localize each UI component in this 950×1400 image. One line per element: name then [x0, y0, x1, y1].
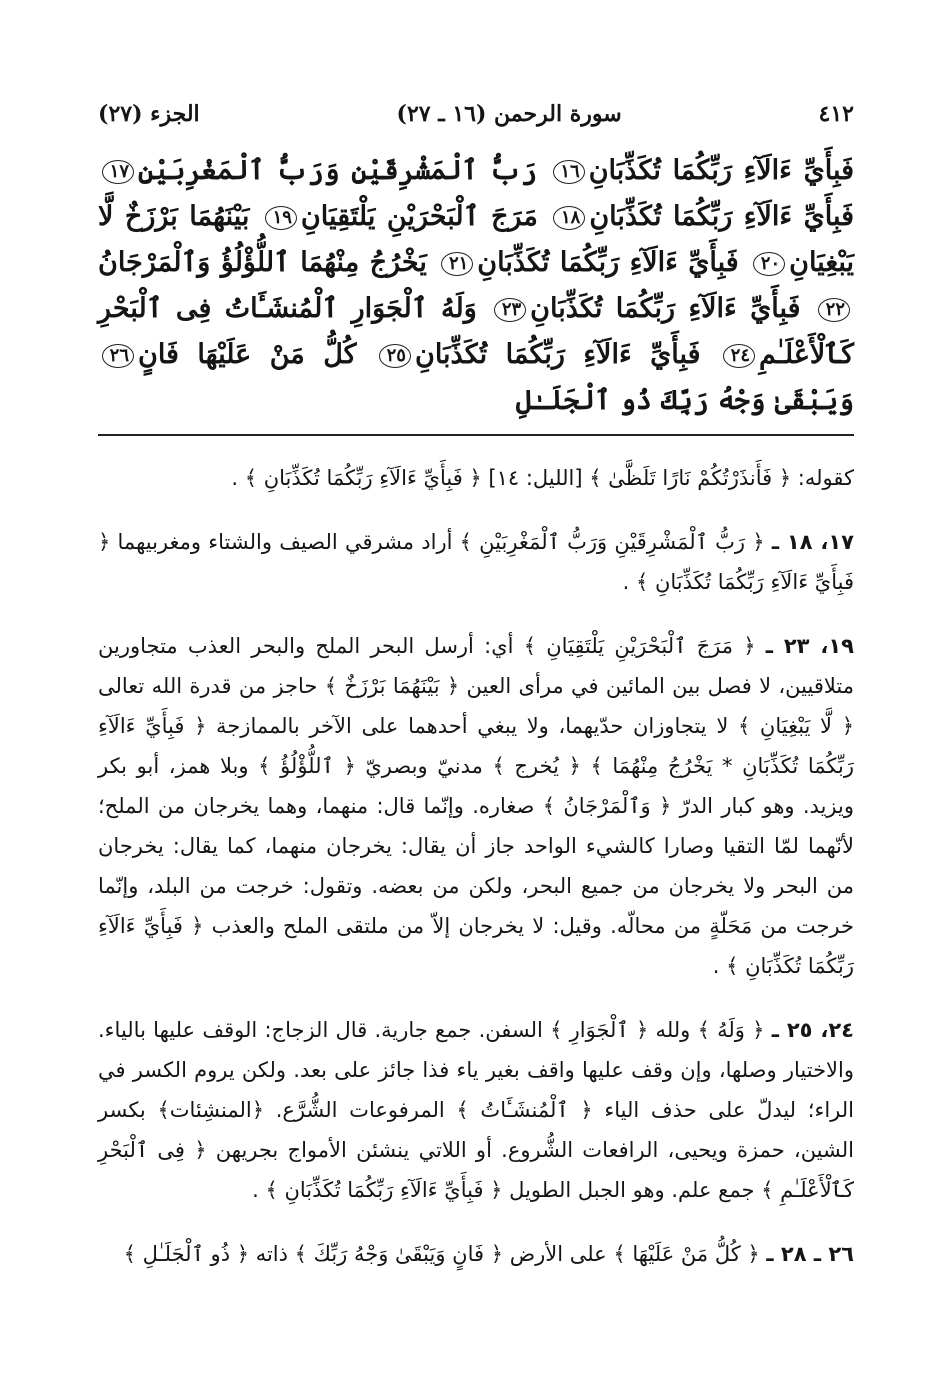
commentary-block — [98, 458, 854, 1274]
commentary-paragraph — [98, 458, 854, 498]
verse-text: يَخْرُجُ مِنْهُمَا ٱللُّؤْلُؤُ وَٱلْمَرْجَانُ — [98, 247, 427, 278]
part-label: الجزء (٢٧) — [98, 101, 200, 127]
commentary-text: ﴿ كُلُّ مَنْ عَلَيْهَا ﴾ على الأرض ﴿ فَانٍ وَيَبْقَىٰ وَجْهُ رَبِّكَ ﴾ ذاته ﴿ ذُو ٱلْجَلَـٰلِ ﴾ — [123, 1242, 760, 1266]
ayah-number-marker: ٢٦ — [102, 344, 134, 368]
surah-title: سورة الرحمن (١٦ ـ ٢٧) — [396, 101, 622, 127]
verse-text: مَرَجَ ٱلْبَحْرَيْنِ يَلْتَقِيَانِ — [300, 201, 538, 232]
ayah-number-marker: ٢١ — [441, 252, 473, 276]
page-header — [98, 94, 854, 134]
commentary-paragraph — [98, 522, 854, 602]
verse-reference: ١٧، ١٨ ـ — [771, 530, 854, 554]
ayah-number-marker: ١٧ — [102, 160, 134, 184]
quran-text-block — [98, 134, 854, 436]
commentary-text: كقوله: ﴿ فَأَنذَرْتُكُمْ نَارًا تَلَظَّىٰ ﴾ [الليل: ١٤] ﴿ فَبِأَيِّ ءَالَآءِ رَبِّكُمَا تُكَذِّبَانِ ﴾ . — [231, 466, 854, 490]
verse-text: كُلُّ مَنْ عَلَيْهَا فَانٍ — [138, 339, 357, 370]
commentary-paragraph — [98, 626, 854, 986]
page-number: ٤١٢ — [818, 101, 854, 127]
verse-reference: ٢٦ ـ ٢٨ ـ — [766, 1242, 854, 1266]
verse-text: رَبُّ ٱلْمَشْرِقَيْنِ وَرَبُّ ٱلْمَغْرِبَيْنِ — [138, 155, 537, 186]
commentary-paragraph — [98, 1234, 854, 1274]
commentary-text: ﴿ مَرَجَ ٱلْبَحْرَيْنِ يَلْتَقِيَانِ ﴾ أي: أرسل البحر الملح والبحر العذب متجاورين متلاقيين، لا فصل بين المائين في مرأى العين ﴿ بَيْنَهُمَا بَرْزَخٌ ﴾ حاجز من قدرة الله تعالى ﴿ لَّا يَبْغِيَانِ ﴾ لا يتجاوزان حدّيهما، ولا يبغي أحدهما على الآخر بالممازجة ﴿ فَبِأَيِّ ءَالَآءِ رَبِّكُمَا تُكَذِّبَانِ * يَخْرُجُ مِنْهُمَا ﴾ ﴿ يُخرج ﴾ مدنيّ وبصريّ ﴿ ٱللُّؤْلُؤُ ﴾ وبلا همز، أبو بكر ويزيد. وهو كبار الدرّ ﴿ وَٱلْمَرْجَانُ ﴾ صغاره. وإنّما قال: منهما، وهما يخرجان من الملح؛ لأنّهما لمّا التقيا وصارا كالشيء الواحد جاز أن يقال: يخرجان منهما، كما يقال: يخرجان من البحر ولا يخرجان من جميع البحر، ولكن من بعضه. وتقول: خرجت من البلد، وإنّما خرجت من مَحَلّةٍ من محالّه. وقيل: لا يخرجان إلاّ من ملتقى الملح والعذب ﴿ فَبِأَيِّ ءَالَآءِ رَبِّكُمَا تُكَذِّبَانِ ﴾ . — [98, 634, 854, 978]
verse-text: فَبِأَيِّ ءَالَآءِ رَبِّكُمَا تُكَذِّبَانِ — [589, 201, 855, 232]
page — [98, 94, 854, 1298]
verse-reference: ٢٤، ٢٥ ـ — [771, 1018, 854, 1042]
ayah-number-marker: ٢٢ — [818, 298, 850, 322]
verse-text: فَبِأَيِّ ءَالَآءِ رَبِّكُمَا تُكَذِّبَانِ — [530, 293, 801, 324]
ayah-number-marker: ٢٠ — [753, 252, 785, 276]
verse-text: فَبِأَيِّ ءَالَآءِ رَبِّكُمَا تُكَذِّبَانِ — [414, 339, 701, 370]
ayah-number-marker: ٢٤ — [723, 344, 755, 368]
verse-text: فَبِأَيِّ ءَالَآءِ رَبِّكُمَا تُكَذِّبَانِ — [477, 247, 739, 278]
verse-text: فَبِأَيِّ ءَالَآءِ رَبِّكُمَا تُكَذِّبَانِ — [588, 155, 854, 186]
verse-text: بَيْنَهُمَا بَرْزَخٌ لَّا يَبْغِيَانِ — [98, 201, 855, 278]
verse-text: وَيَبْقَىٰ وَجْهُ رَبِّكَ ذُو ٱلْجَلَـٰلِ — [515, 385, 854, 416]
commentary-text: ﴿ رَبُّ ٱلْمَشْرِقَيْنِ وَرَبُّ ٱلْمَغْرِبَيْنِ ﴾ أراد مشرقي الصيف والشتاء ومغربيهما ﴿ فَبِأَيِّ ءَالَآءِ رَبِّكُمَا تُكَذِّبَانِ ﴾ . — [98, 530, 854, 594]
ayah-number-marker: ١٨ — [553, 206, 585, 230]
ayah-number-marker: ٢٥ — [379, 344, 411, 368]
verse-reference: ١٩، ٢٣ ـ — [765, 634, 854, 658]
ayah-number-marker: ١٦ — [553, 160, 585, 184]
ayah-number-marker: ٢٣ — [494, 298, 526, 322]
verse-text: وَلَهُ ٱلْجَوَارِ ٱلْمُنشَـَٔاتُ فِى ٱلْبَحْرِ كَٱلْأَعْلَـٰمِ — [98, 293, 855, 370]
ayah-number-marker: ١٩ — [265, 206, 297, 230]
commentary-text: ﴿ وَلَهُ ﴾ ولله ﴿ ٱلْجَوَارِ ﴾ السفن. جمع جارية. قال الزجاج: الوقف عليها بالياء. والاختيار وصلها، وإن وقف عليها واقف بغير ياء فذا جائز على بعد. ولكن يروم الكسر في الراء؛ ليدلّ على حذف الياء ﴿ ٱلْمُنشَـَٔاتُ ﴾ المرفوعات الشُّرَّع. ﴿المنشِئات﴾ بكسر الشين، حمزة ويحيى، الرافعات الشُّروع. أو اللاتي ينشئن الأمواج بجريهن ﴿ فِى ٱلْبَحْرِ كَٱلْأَعْلَـٰمِ ﴾ جمع علم. وهو الجبل الطويل ﴿ فَبِأَيِّ ءَالَآءِ رَبِّكُمَا تُكَذِّبَانِ ﴾ . — [98, 1018, 854, 1202]
commentary-paragraph — [98, 1010, 854, 1210]
